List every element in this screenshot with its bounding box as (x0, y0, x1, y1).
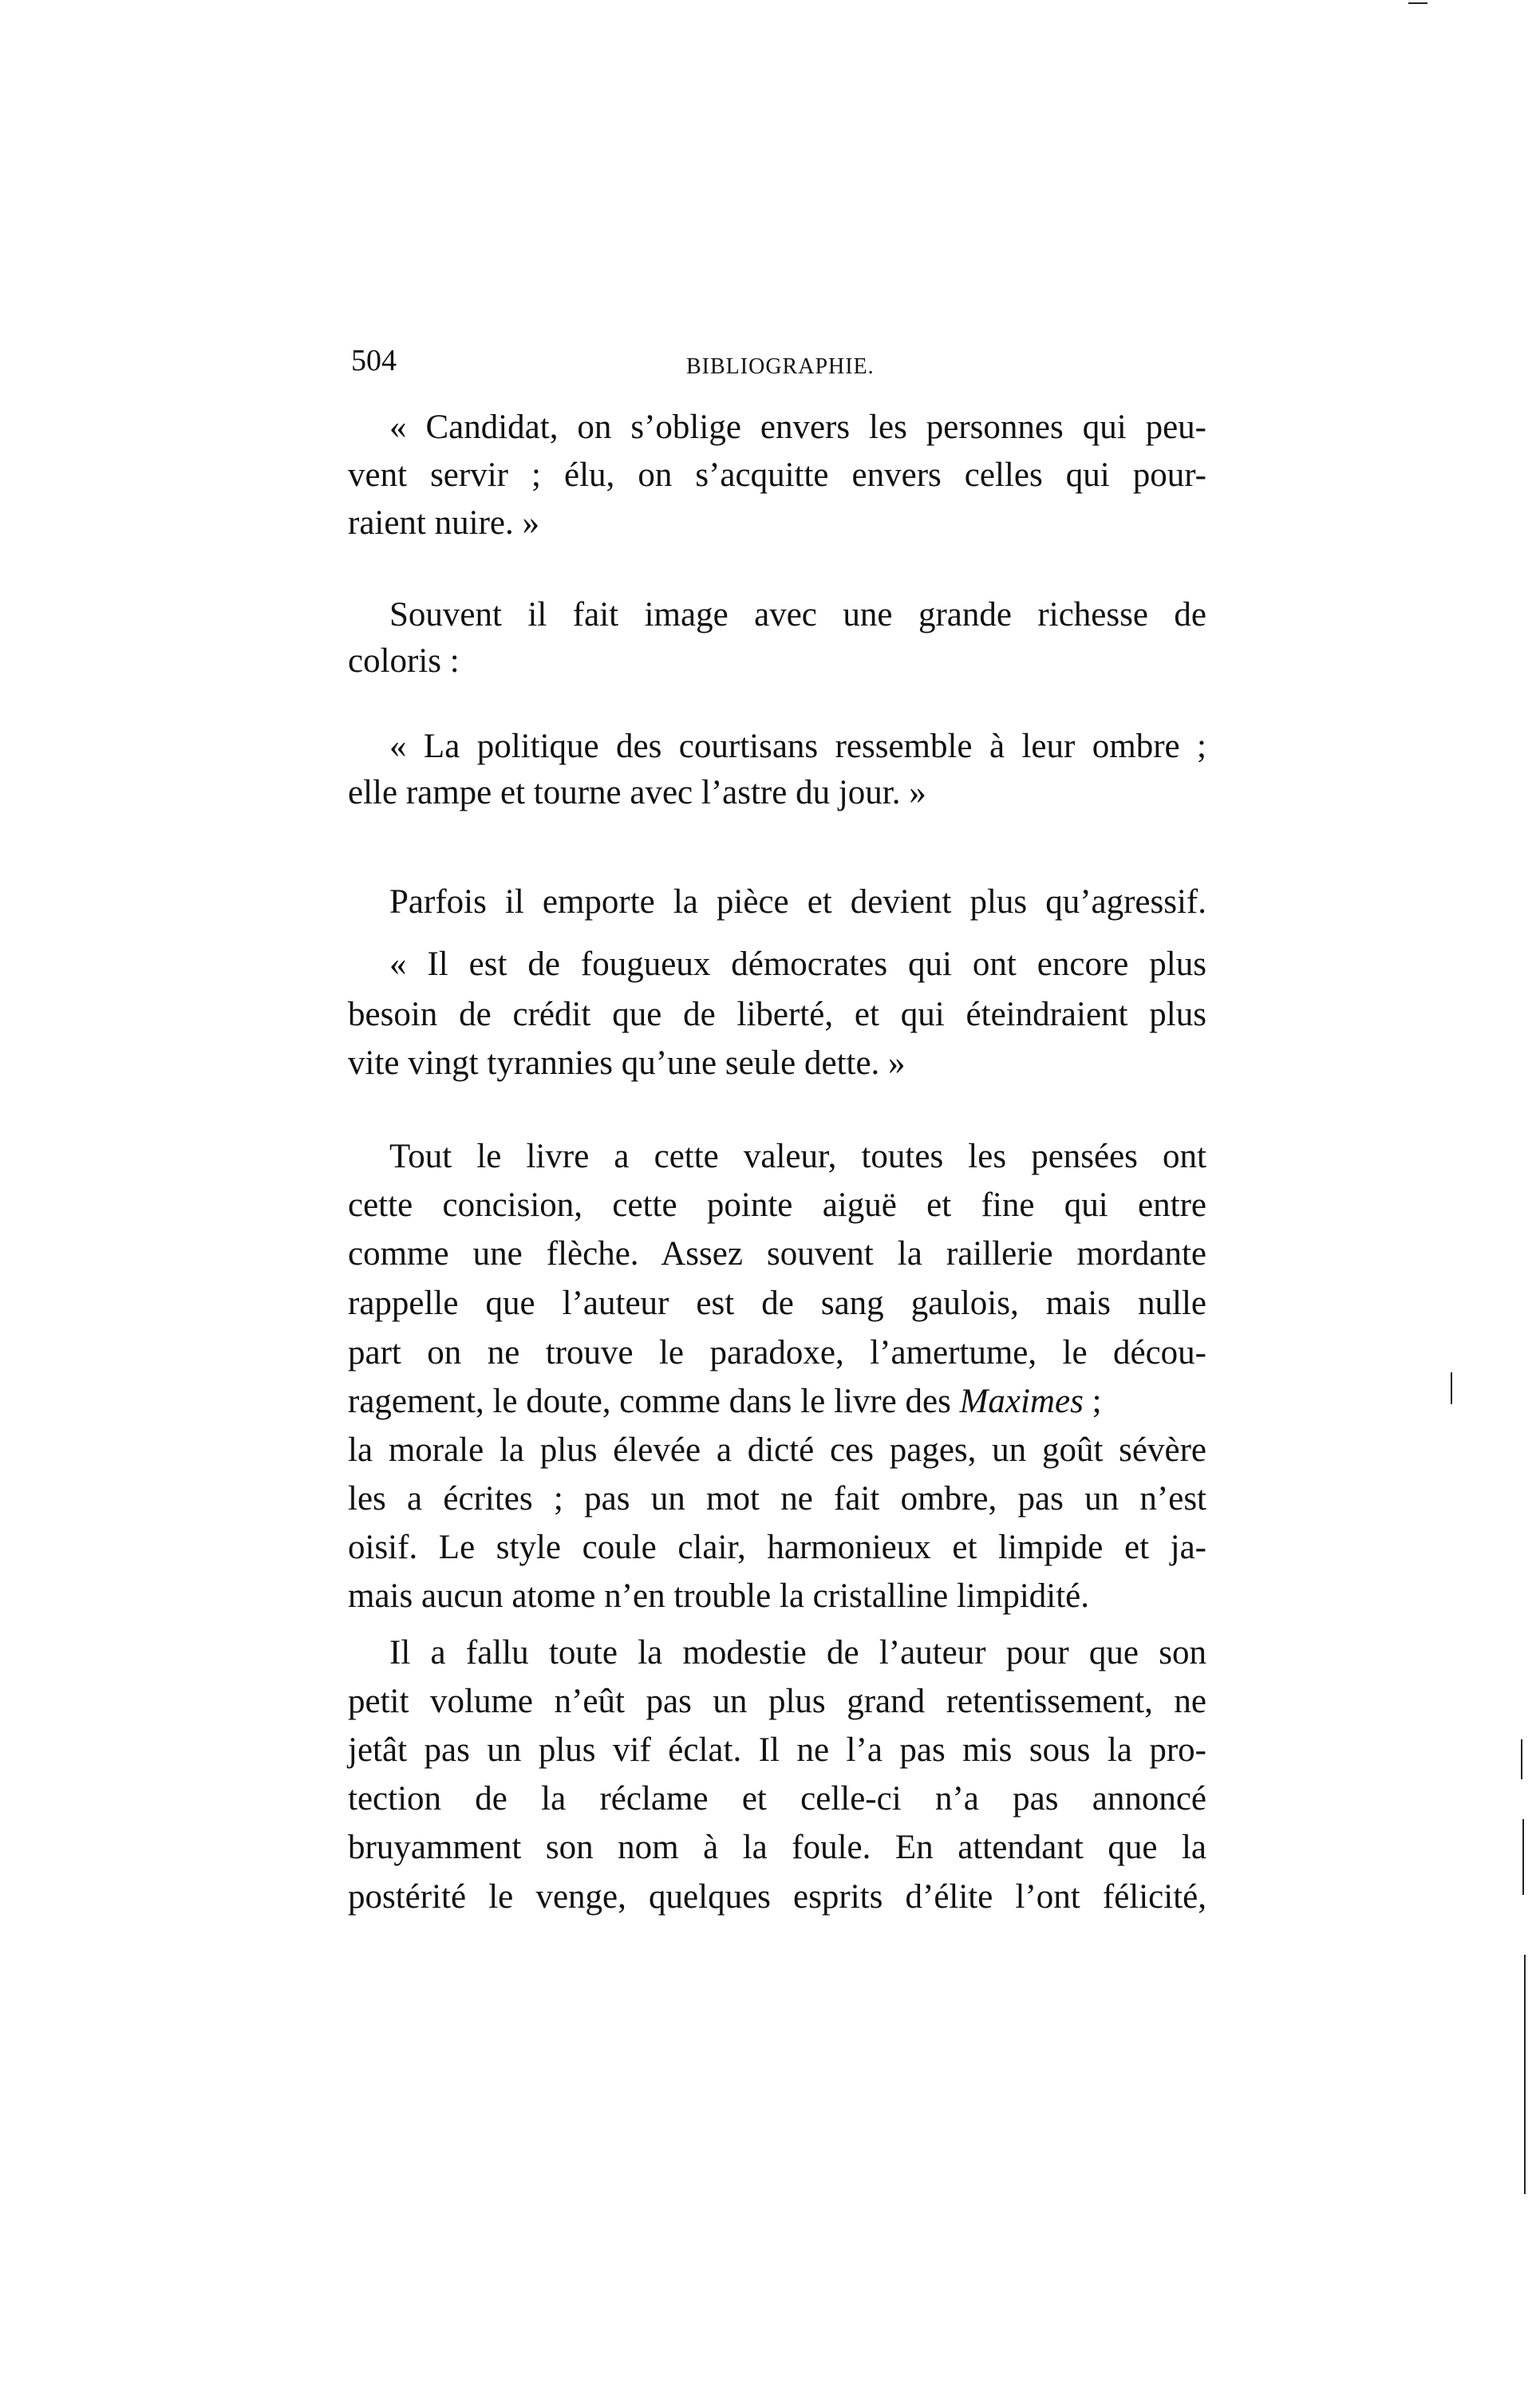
scan-edge-mark (1408, 2, 1427, 4)
text-line: bruyamment son nom à la foule. En attendant que la (348, 1829, 1206, 1866)
text-line (348, 1381, 1206, 1423)
scan-edge-mark (1522, 1819, 1524, 1895)
text-line: cette concision, cette pointe aiguë et fine qui entre (348, 1186, 1206, 1224)
text-line: Il a fallu toute la modestie de l’auteur pour que son (389, 1634, 1206, 1672)
page-number: 504 (351, 344, 397, 377)
text-line: Parfois il emporte la pièce et devient plus qu’agressif. (389, 883, 1206, 921)
text-line: vite vingt tyrannies qu’une seule dette. » (348, 1044, 906, 1082)
text-line: les a écrites ; pas un mot ne fait ombre, pas un n’est (348, 1480, 1206, 1518)
text-line: comme une flèche. Assez souvent la raillerie mordante (348, 1235, 1206, 1273)
text-line: Souvent il fait image avec une grande richesse de (389, 596, 1206, 633)
text-line: Tout le livre a cette valeur, toutes les pensées ont (389, 1138, 1206, 1175)
text-line: « La politique des courtisans ressemble à leur ombre ; (389, 728, 1206, 765)
text-line: postérité le venge, quelques esprits d’élite l’ont félicité, (348, 1878, 1206, 1916)
text-line: la morale la plus élevée a dicté ces pages, un goût sévère (348, 1431, 1206, 1469)
text-line: part on ne trouve le paradoxe, l’amertume, le décou- (348, 1334, 1206, 1372)
text-line: petit volume n’eût pas un plus grand retentissement, ne (348, 1683, 1206, 1720)
scan-edge-mark (1521, 1739, 1522, 1779)
text-line: coloris : (348, 642, 460, 680)
text-segment: ragement, le doute, comme dans le livre des (348, 1383, 960, 1420)
scan-edge-mark (1451, 1372, 1452, 1404)
running-title: BIBLIOGRAPHIE. (686, 354, 875, 379)
text-line: rappelle que l’auteur est de sang gaulois, mais nulle (348, 1285, 1206, 1322)
text-line: besoin de crédit que de liberté, et qui éteindraient plus (348, 996, 1206, 1033)
text-line: raient nuire. » (348, 504, 539, 542)
text-line: mais aucun atome n’en trouble la cristalline limpidité. (348, 1577, 1089, 1615)
text-line: vent servir ; élu, on s’acquitte envers celles qui pour- (348, 456, 1206, 494)
text-line: « Il est de fougueux démocrates qui ont encore plus (389, 945, 1206, 983)
text-segment: ; (1083, 1383, 1102, 1420)
scan-edge-mark (1524, 1955, 1526, 2194)
italic-title: Maximes (959, 1383, 1084, 1420)
text-line: tection de la réclame et celle-ci n’a pas annoncé (348, 1780, 1206, 1818)
text-line: jetât pas un plus vif éclat. Il ne l’a pas mis sous la pro- (348, 1731, 1206, 1769)
text-line: oisif. Le style coule clair, harmonieux et limpide et ja- (348, 1529, 1206, 1566)
text-line: « Candidat, on s’oblige envers les personnes qui peu- (389, 409, 1206, 446)
text-line: elle rampe et tourne avec l’astre du jour. » (348, 774, 926, 811)
